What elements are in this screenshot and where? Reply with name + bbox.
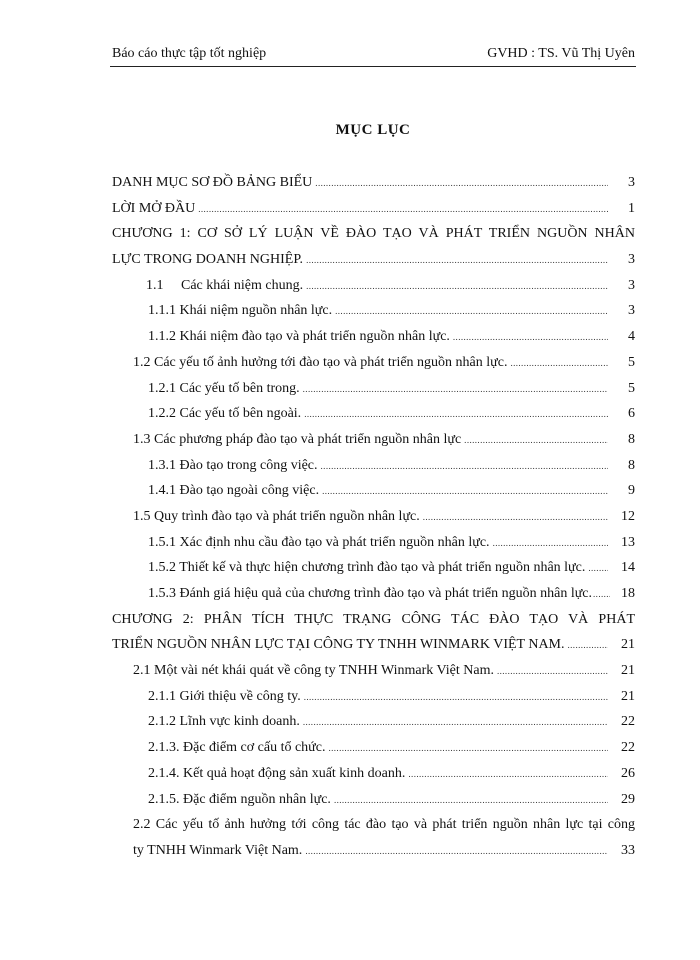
toc-entry-label: ty TNHH Winmark Việt Nam. <box>133 842 303 858</box>
toc-entry-page: 3 <box>628 277 635 293</box>
toc-entry-label: DANH MỤC SƠ ĐỒ BẢNG BIỂU <box>112 175 313 190</box>
toc-entry-label: TRIỂN NGUỒN NHÂN LỰC TẠI CÔNG TY TNHH WINMARK VIỆT NAM. <box>112 637 565 653</box>
toc-entry-label: 1.5.2 Thiết kế và thực hiện chương trình đào tạo và phát triển nguồn nhân lực. <box>148 560 586 576</box>
toc-entry-page: 33 <box>621 842 635 858</box>
toc-entry-page: 18 <box>621 586 635 601</box>
toc-entry-page: 9 <box>628 483 635 499</box>
toc-entry-label: 1.5 Quy trình đào tạo và phát triển nguồn nhân lực. <box>133 508 420 524</box>
dot-leader <box>423 504 608 530</box>
toc-entry-page: 13 <box>621 534 635 550</box>
toc-entry-1-1[interactable] <box>112 273 635 299</box>
toc-entry-label: 1.5.3 Đánh giá hiệu quả của chương trình đào tạo và phát triển nguồn nhân lực. <box>148 586 593 601</box>
toc-entry-page: 8 <box>628 457 635 473</box>
toc-entry-page: 21 <box>621 688 635 704</box>
toc-entry-page: 21 <box>621 637 635 653</box>
dot-leader <box>588 555 608 581</box>
dot-leader <box>335 298 608 324</box>
toc-entry-1-3[interactable] <box>112 427 635 453</box>
toc-entry-label: 2.1 Một vài nét khái quát về công ty TNHH Winmark Việt Nam. <box>133 663 494 679</box>
toc-entry-label: 1.1.1 Khái niệm nguồn nhân lực. <box>148 303 333 319</box>
dot-leader <box>305 838 608 864</box>
toc-entry-page: 3 <box>628 252 635 268</box>
dot-leader <box>593 581 610 607</box>
dot-leader <box>334 787 608 813</box>
header-report-title: Báo cáo thực tập tốt nghiệp <box>112 46 267 61</box>
toc-entry-chapter-1[interactable] <box>112 247 635 273</box>
toc-entry-label: 2.1.1 Giới thiệu về công ty. <box>148 688 301 704</box>
toc-entry-page: 3 <box>628 303 635 319</box>
table-of-contents <box>112 170 635 864</box>
toc-entry-label: 1.2.2 Các yếu tố bên ngoài. <box>148 406 302 422</box>
toc-entry-label: 1.3.1 Đào tạo trong công việc. <box>148 457 318 473</box>
dot-leader <box>408 761 608 787</box>
toc-entry-page: 22 <box>621 740 635 756</box>
dot-leader <box>306 273 608 299</box>
toc-entry-2-2[interactable] <box>112 838 635 864</box>
toc-entry-label: 1.5.1 Xác định nhu cầu đào tạo và phát triển nguồn nhân lực. <box>148 534 490 550</box>
toc-entry-label: 1.1.2 Khái niệm đào tạo và phát triển nguồn nhân lực. <box>148 329 450 345</box>
toc-entry-label: 2.1.2 Lĩnh vực kinh doanh. <box>148 714 300 730</box>
toc-entry-label: 1.4.1 Đào tạo ngoài công việc. <box>148 483 320 499</box>
toc-entry-page: 12 <box>621 508 635 524</box>
dot-leader <box>322 478 608 504</box>
toc-entry-label: 1.1 Các khái niệm chung. <box>146 277 304 293</box>
toc-entry-chapter-1-line1[interactable]: CHƯƠNG 1: CƠ SỞ LÝ LUẬN VỀ ĐÀO TẠO VÀ PHÁT TRIỂN NGUỒN NHÂN <box>112 226 635 242</box>
toc-entry-label: 2.1.5. Đặc điểm nguồn nhân lực. <box>148 791 331 807</box>
dot-leader <box>304 684 608 710</box>
toc-entry-1-2-2[interactable] <box>112 401 635 427</box>
toc-entry-page: 4 <box>628 329 635 345</box>
toc-entry-chapter-2-line1[interactable]: CHƯƠNG 2: PHÂN TÍCH THỰC TRẠNG CÔNG TÁC ĐÀO TẠO VÀ PHÁT <box>112 611 635 627</box>
dot-leader <box>510 350 608 376</box>
header-advisor: GVHD : TS. Vũ Thị Uyên <box>487 46 635 61</box>
toc-entry-2-1-5[interactable] <box>112 787 635 813</box>
toc-entry-1-5[interactable] <box>112 504 635 530</box>
dot-leader <box>497 658 608 684</box>
toc-entry-page: 29 <box>621 791 635 807</box>
header-divider <box>110 66 636 67</box>
toc-entry-2-1-3[interactable] <box>112 735 635 761</box>
toc-entry-page: 22 <box>621 714 635 730</box>
toc-entry-label: 2.1.4. Kết quả hoạt động sản xuất kinh doanh. <box>148 765 406 781</box>
toc-entry-page: 3 <box>628 175 635 190</box>
toc-entry-2-1-2[interactable] <box>112 709 635 735</box>
toc-entry-1-1-1[interactable] <box>112 298 635 324</box>
toc-entry-introduction[interactable] <box>112 196 635 222</box>
toc-entry-2-1-1[interactable] <box>112 684 635 710</box>
toc-entry-page: 21 <box>621 663 635 679</box>
dot-leader <box>303 709 608 735</box>
dot-leader <box>568 632 609 658</box>
dot-leader <box>328 735 608 761</box>
toc-entry-2-1-4[interactable] <box>112 761 635 787</box>
toc-entry-page: 14 <box>621 560 635 576</box>
toc-entry-list-of-figures[interactable] <box>112 170 635 196</box>
toc-entry-chapter-2[interactable] <box>112 632 635 658</box>
toc-entry-label: LỰC TRONG DOANH NGHIỆP. <box>112 252 304 268</box>
toc-entry-label: 1.3 Các phương pháp đào tạo và phát triển nguồn nhân lực <box>133 431 462 447</box>
toc-entry-page: 6 <box>628 406 635 422</box>
dot-leader <box>464 427 608 453</box>
toc-entry-label: LỜI MỞ ĐẦU <box>112 200 196 216</box>
dot-leader <box>453 324 608 350</box>
toc-entry-1-3-1[interactable] <box>112 453 635 479</box>
dot-leader <box>303 376 608 402</box>
toc-entry-page: 5 <box>628 380 635 396</box>
dot-leader <box>198 196 608 222</box>
toc-entry-1-1-2[interactable] <box>112 324 635 350</box>
toc-entry-2-1[interactable] <box>112 658 635 684</box>
running-header <box>112 46 635 62</box>
toc-entry-page: 1 <box>628 200 635 216</box>
toc-entry-1-2[interactable] <box>112 350 635 376</box>
toc-entry-1-5-2[interactable] <box>112 555 635 581</box>
toc-entry-label: 1.2.1 Các yếu tố bên trong. <box>148 380 300 396</box>
dot-leader <box>315 170 608 196</box>
toc-entry-1-5-3[interactable] <box>112 581 635 607</box>
toc-title: MỤC LỤC <box>335 122 411 138</box>
toc-entry-label: 2.1.3. Đặc điểm cơ cấu tổ chức. <box>148 740 326 756</box>
toc-entry-page: 5 <box>628 354 635 370</box>
toc-entry-1-4-1[interactable] <box>112 478 635 504</box>
dot-leader <box>304 401 608 427</box>
toc-entry-label: 1.2 Các yếu tố ảnh hưởng tới đào tạo và phát triển nguồn nhân lực. <box>133 354 508 370</box>
toc-entry-page: 8 <box>628 431 635 447</box>
dot-leader <box>321 453 608 479</box>
toc-entry-page: 26 <box>621 765 635 781</box>
toc-entry-1-5-1[interactable] <box>112 530 635 556</box>
dot-leader <box>306 247 608 273</box>
toc-entry-1-2-1[interactable] <box>112 376 635 402</box>
toc-entry-2-2-line1[interactable]: 2.2 Các yếu tố ảnh hưởng tới công tác đào tạo và phát triển nguồn nhân lực tại công <box>133 817 635 833</box>
dot-leader <box>493 530 608 556</box>
